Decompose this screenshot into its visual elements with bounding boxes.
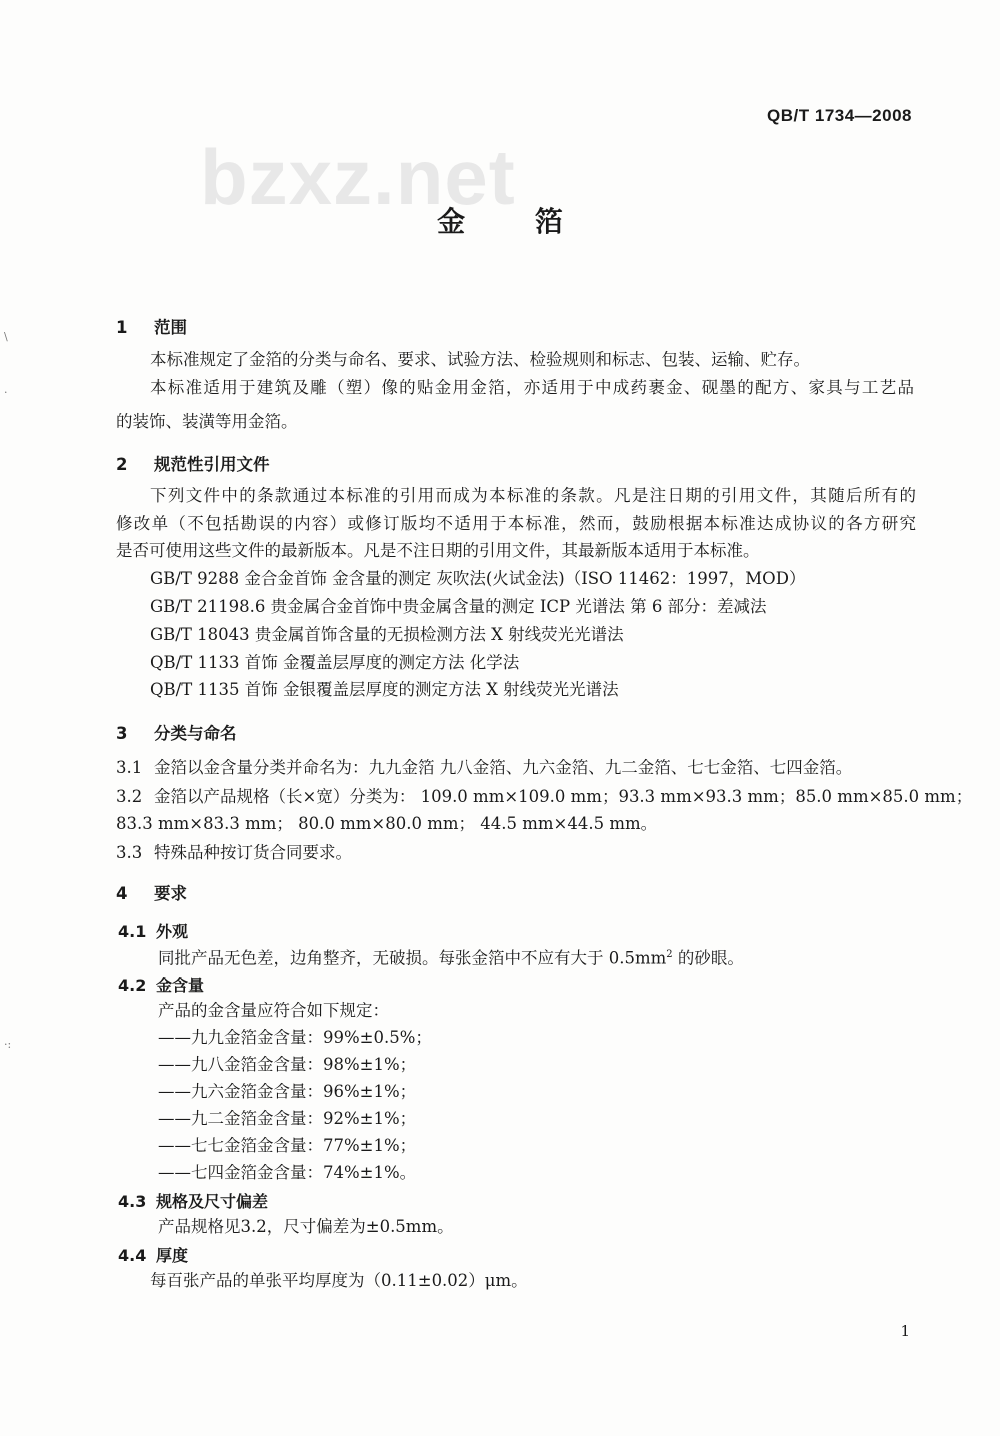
clause-number: 4.2 (118, 976, 147, 995)
clause-3-3 (116, 843, 352, 863)
clause-text: 金箔以金含量分类并命名为：九九金箔 九八金箔、九六金箔、九二金箔、七七金箔、七四金箔。 (154, 758, 853, 777)
clause-text: 金箔以产品规格（长×宽）分类为： 109.0 mm×109.0 mm；93.3 mm×93.3 mm；85.0 mm×85.0 mm； (154, 787, 973, 806)
reference-item: GB/T 9288 金合金首饰 金含量的测定 灰吹法(火试金法)（ISO 11462：1997，MOD） (150, 569, 806, 588)
page-number: 1 (900, 1322, 910, 1340)
list-item: ——七七金箔金含量：77%±1%； (158, 1136, 417, 1155)
paragraph: 下列文件中的条款通过本标准的引用而成为本标准的条款。凡是注日期的引用文件，其随后所有的 (150, 486, 916, 505)
reference-item: QB/T 1135 首饰 金银覆盖层厚度的测定方法 X 射线荧光光谱法 (150, 680, 619, 699)
paragraph: 是否可使用这些文件的最新版本。凡是不注日期的引用文件，其最新版本适用于本标准。 (116, 541, 760, 560)
watermark: bzxz.net (200, 133, 516, 221)
clause-continuation: 83.3 mm×83.3 mm； 80.0 mm×80.0 mm； 44.5 mm×44.5 mm。 (116, 814, 658, 833)
clause-text (158, 945, 744, 969)
list-item: ——九二金箔金含量：92%±1%； (158, 1109, 417, 1128)
clause-3-2 (116, 787, 972, 807)
section-title: 范围 (154, 318, 187, 337)
section-4-heading (116, 884, 187, 904)
reference-item: GB/T 21198.6 贵金属合金首饰中贵金属含量的测定 ICP 光谱法 第 6 部分：差减法 (150, 597, 767, 616)
scan-edge-mark: \ (4, 330, 8, 343)
scan-edge-mark: ·: (4, 1038, 12, 1051)
clause-title: 外观 (156, 922, 189, 941)
clause-4-4-heading (118, 1246, 188, 1266)
superscript: 2 (666, 949, 673, 960)
section-number: 1 (116, 318, 128, 337)
appearance-tail: 的砂眼。 (672, 948, 744, 968)
clause-number: 3.2 (116, 787, 143, 806)
clause-title: 厚度 (156, 1246, 189, 1265)
paragraph: 本标准适用于建筑及雕（塑）像的贴金用金箔，亦适用于中成药裹金、砚墨的配方、家具与工艺品 (150, 378, 914, 397)
reference-item: GB/T 18043 贵金属首饰含量的无损检测方法 X 射线荧光光谱法 (150, 625, 624, 644)
clause-number: 4.1 (118, 922, 147, 941)
clause-title: 规格及尺寸偏差 (156, 1192, 269, 1211)
section-number: 3 (116, 724, 128, 743)
clause-4-2-heading (118, 976, 204, 996)
list-item: ——九六金箔金含量：96%±1%； (158, 1082, 417, 1101)
clause-4-3-heading (118, 1192, 268, 1212)
section-3-heading (116, 724, 237, 744)
document-title: 金 箔 (437, 205, 593, 238)
scan-edge-mark: · (4, 386, 8, 399)
clause-3-1 (116, 758, 852, 778)
clause-number: 4.3 (118, 1192, 147, 1211)
appearance-text: 同批产品无色差，边角整齐，无破损。每张金箔中不应有大于 0.5mm (158, 948, 667, 968)
clause-4-1-heading (118, 922, 188, 942)
section-number: 4 (116, 884, 128, 903)
paragraph-continuation: 的装饰、装潢等用金箔。 (116, 412, 298, 431)
list-item: ——七四金箔金含量：74%±1%。 (158, 1163, 417, 1182)
clause-number: 4.4 (118, 1246, 147, 1265)
clause-number: 3.1 (116, 758, 143, 777)
clause-text: 每百张产品的单张平均厚度为（0.11±0.02）μm。 (150, 1271, 528, 1290)
clause-text: 产品的金含量应符合如下规定： (158, 1001, 389, 1020)
list-item: ——九九金箔金含量：99%±0.5%； (158, 1028, 432, 1047)
section-2-heading (116, 455, 270, 475)
standard-code: QB/T 1734—2008 (767, 106, 912, 125)
clause-number: 3.3 (116, 843, 143, 862)
section-title: 要求 (154, 884, 187, 903)
section-number: 2 (116, 455, 128, 474)
list-item: ——九八金箔金含量：98%±1%； (158, 1055, 417, 1074)
paragraph: 修改单（不包括勘误的内容）或修订版均不适用于本标准，然而，鼓励根据本标准达成协议的各方研究 (116, 514, 916, 533)
clause-title: 金含量 (156, 976, 205, 995)
paragraph: 本标准规定了金箔的分类与命名、要求、试验方法、检验规则和标志、包装、运输、贮存。 (150, 350, 810, 369)
clause-text: 特殊品种按订货合同要求。 (154, 843, 352, 862)
section-1-heading (116, 318, 187, 338)
section-title: 规范性引用文件 (154, 455, 270, 474)
clause-text: 产品规格见3.2，尺寸偏差为±0.5mm。 (158, 1217, 454, 1236)
reference-item: QB/T 1133 首饰 金覆盖层厚度的测定方法 化学法 (150, 653, 520, 672)
section-title: 分类与命名 (154, 724, 237, 743)
